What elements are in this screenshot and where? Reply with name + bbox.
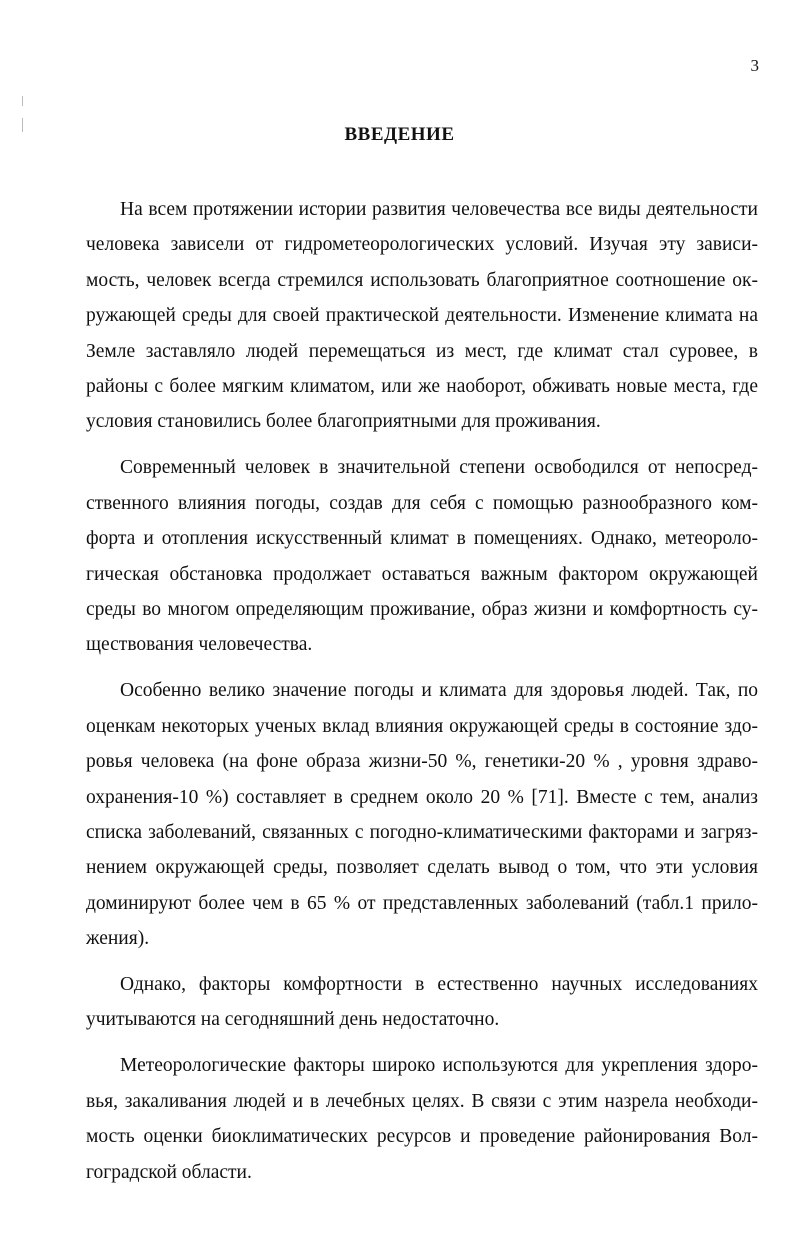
- section-heading: ВВЕДЕНИЕ: [344, 124, 455, 145]
- paragraph-5: Метеорологические факторы широко используются для укрепления здоровья, закаливания людей и в лечебных целях. В связи с этим назрела необходимость оценки биоклиматических ресурсов и проведение районирования Волгоградской области.: [86, 1055, 758, 1183]
- paragraph-1: На всем протяжении истории развития человечества все виды деятельности человека зависели от гидрометеорологических условий. Изучая эту зависимость, человек всегда стремился использовать благоприятное соотношение окружающей среды для своей практической деятельности. Изменение климата на Земле заставляло людей перемещаться из мест, где климат стал суровее, в районы с более мягким климатом, или же наоборот, обживать новые места, где условия становились более благоприятными для проживания.: [86, 199, 758, 433]
- paragraph-4: Однако, факторы комфортности в естественно научных исследованиях учитываются на сегодняшний день недостаточно.: [86, 974, 758, 1031]
- margin-scan-mark: [22, 96, 23, 106]
- page-number: 3: [750, 56, 759, 75]
- body-text: [86, 192, 758, 1200]
- paragraph-3: Особенно велико значение погоды и климата для здоровья людей. Так, по оценкам некоторых ученых вклад влияния окружающей среды в состояние здоровья человека (на фоне образа жизни-50 %, генетики-20 % , уровня здравоохранения-10 %) составляет в среднем около 20 % [71]. Вместе с тем, анализ списка заболеваний, связанных с погодно-климатическими факторами и загрязнением окружающей среды, позволяет сделать вывод о том, что эти условия доминируют более чем в 65 % от представленных заболеваний (табл.1 приложения).: [86, 680, 758, 950]
- paragraph-2: Современный человек в значительной степени освободился от непосредственного влияния погоды, создав для себя с помощью разнообразного комфорта и отопления искусственный климат в помещениях. Однако, метеорологическая обстановка продолжает оставаться важным фактором окружающей среды во многом определяющим проживание, образ жизни и комфортность существования человечества.: [86, 457, 758, 656]
